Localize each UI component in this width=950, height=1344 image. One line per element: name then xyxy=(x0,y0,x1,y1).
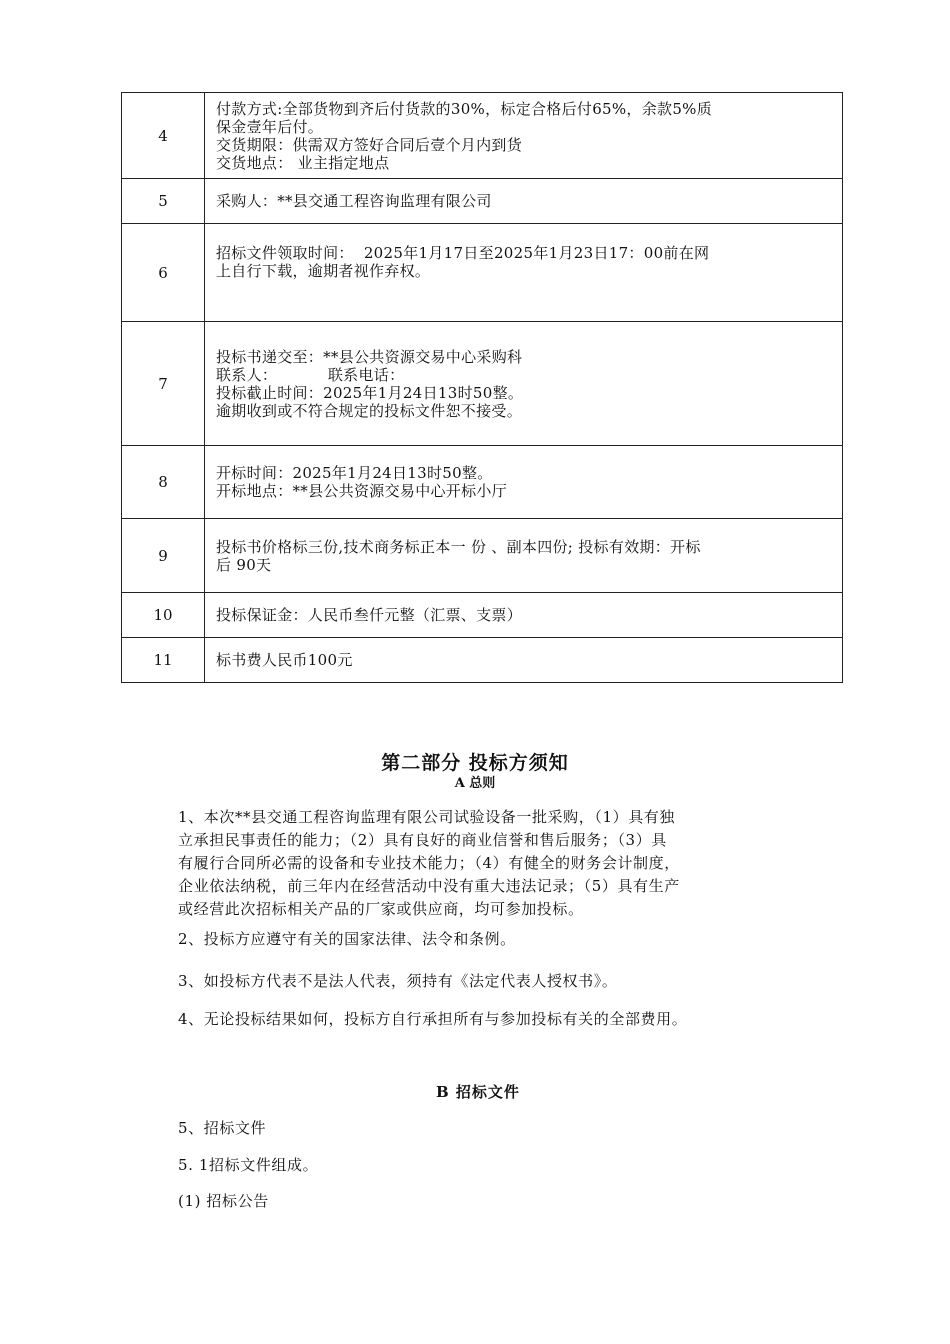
paragraph-1 xyxy=(178,806,818,921)
table-row xyxy=(122,224,843,322)
section-subtitle: A 总则 xyxy=(454,776,496,791)
content-line: 投标书价格标三份,技术商务标正本一 份 、副本四份; 投标有效期：开标 xyxy=(216,537,701,556)
list-item: 5、招标文件 xyxy=(178,1119,267,1137)
row-content xyxy=(205,593,843,638)
row-content xyxy=(205,224,843,322)
list-item: 5. 1招标文件组成。 xyxy=(178,1156,319,1174)
row-number: 7 xyxy=(122,322,205,446)
content-line: 招标文件领取时间： 2025年1月17日至2025年1月23日17：00前在网 xyxy=(216,244,710,262)
content-line: 上自行下载，逾期者视作弃权。 xyxy=(216,262,431,280)
paragraph-3: 3、如投标方代表不是法人代表，须持有《法定代表人授权书》。 xyxy=(178,972,618,990)
content-line: 投标保证金：人民币叁仟元整（汇票、支票） xyxy=(216,606,523,624)
row-content xyxy=(205,638,843,683)
table-row xyxy=(122,179,843,224)
paragraph-line: 或经营此次招标相关产品的厂家或供应商，均可参加投标。 xyxy=(178,900,584,918)
paragraph-2: 2、投标方应遵守有关的国家法律、法令和条例。 xyxy=(178,930,516,948)
content-line: 逾期收到或不符合规定的投标文件恕不接受。 xyxy=(216,401,523,420)
paragraph-line: 立承担民事责任的能力；（2）具有良好的商业信誉和售后服务；（3）具 xyxy=(178,831,667,849)
content-line: 交货地点： 业主指定地点 xyxy=(216,153,390,172)
row-number: 11 xyxy=(122,638,205,683)
row-number: 10 xyxy=(122,593,205,638)
row-number: 4 xyxy=(122,93,205,179)
paragraph-line: 1、本次**县交通工程咨询监理有限公司试验设备一批采购，（1）具有独 xyxy=(178,808,675,826)
row-content xyxy=(205,519,843,593)
content-line: 保金壹年后付。 xyxy=(216,117,324,136)
row-number: 8 xyxy=(122,446,205,519)
content-line: 付款方式:全部货物到齐后付货款的30%，标定合格后付65%，余款5%质 xyxy=(216,99,713,118)
paragraph-4: 4、无论投标结果如何，投标方自行承担所有与参加投标有关的全部费用。 xyxy=(178,1010,688,1028)
content-line: 后 90天 xyxy=(216,555,272,574)
content-line: 投标书递交至：**县公共资源交易中心采购科 xyxy=(216,347,523,366)
content-line: 开标地点：**县公共资源交易中心开标小厅 xyxy=(216,482,508,500)
table-row xyxy=(122,519,843,593)
table-row xyxy=(122,446,843,519)
content-line: 采购人：**县交通工程咨询监理有限公司 xyxy=(216,192,492,210)
table-row xyxy=(122,93,843,179)
section-title: 第二部分 投标方须知 xyxy=(381,752,569,774)
table-row xyxy=(122,593,843,638)
content-line: 投标截止时间：2025年1月24日13时50整。 xyxy=(216,383,524,402)
row-content xyxy=(205,446,843,519)
content-line: 联系人： 联系电话： xyxy=(216,365,405,384)
row-number: 5 xyxy=(122,179,205,224)
paragraph-line: 有履行合同所必需的设备和专业技术能力；（4）有健全的财务会计制度， xyxy=(178,854,680,872)
row-content xyxy=(205,93,843,179)
table-row xyxy=(122,638,843,683)
row-content xyxy=(205,322,843,446)
paragraph-line: 企业依法纳税，前三年内在经营活动中没有重大违法记录；（5）具有生产 xyxy=(178,877,680,895)
info-table xyxy=(121,92,843,683)
list-item: (1) 招标公告 xyxy=(178,1192,269,1210)
content-line: 开标时间：2025年1月24日13时50整。 xyxy=(216,464,493,482)
content-line: 标书费人民币100元 xyxy=(216,651,353,669)
row-number: 6 xyxy=(122,224,205,322)
table-row xyxy=(122,322,843,446)
section-b-title: B 招标文件 xyxy=(436,1083,520,1101)
content-line: 交货期限：供需双方签好合同后壹个月内到货 xyxy=(216,135,523,154)
row-number: 9 xyxy=(122,519,205,593)
row-content xyxy=(205,179,843,224)
